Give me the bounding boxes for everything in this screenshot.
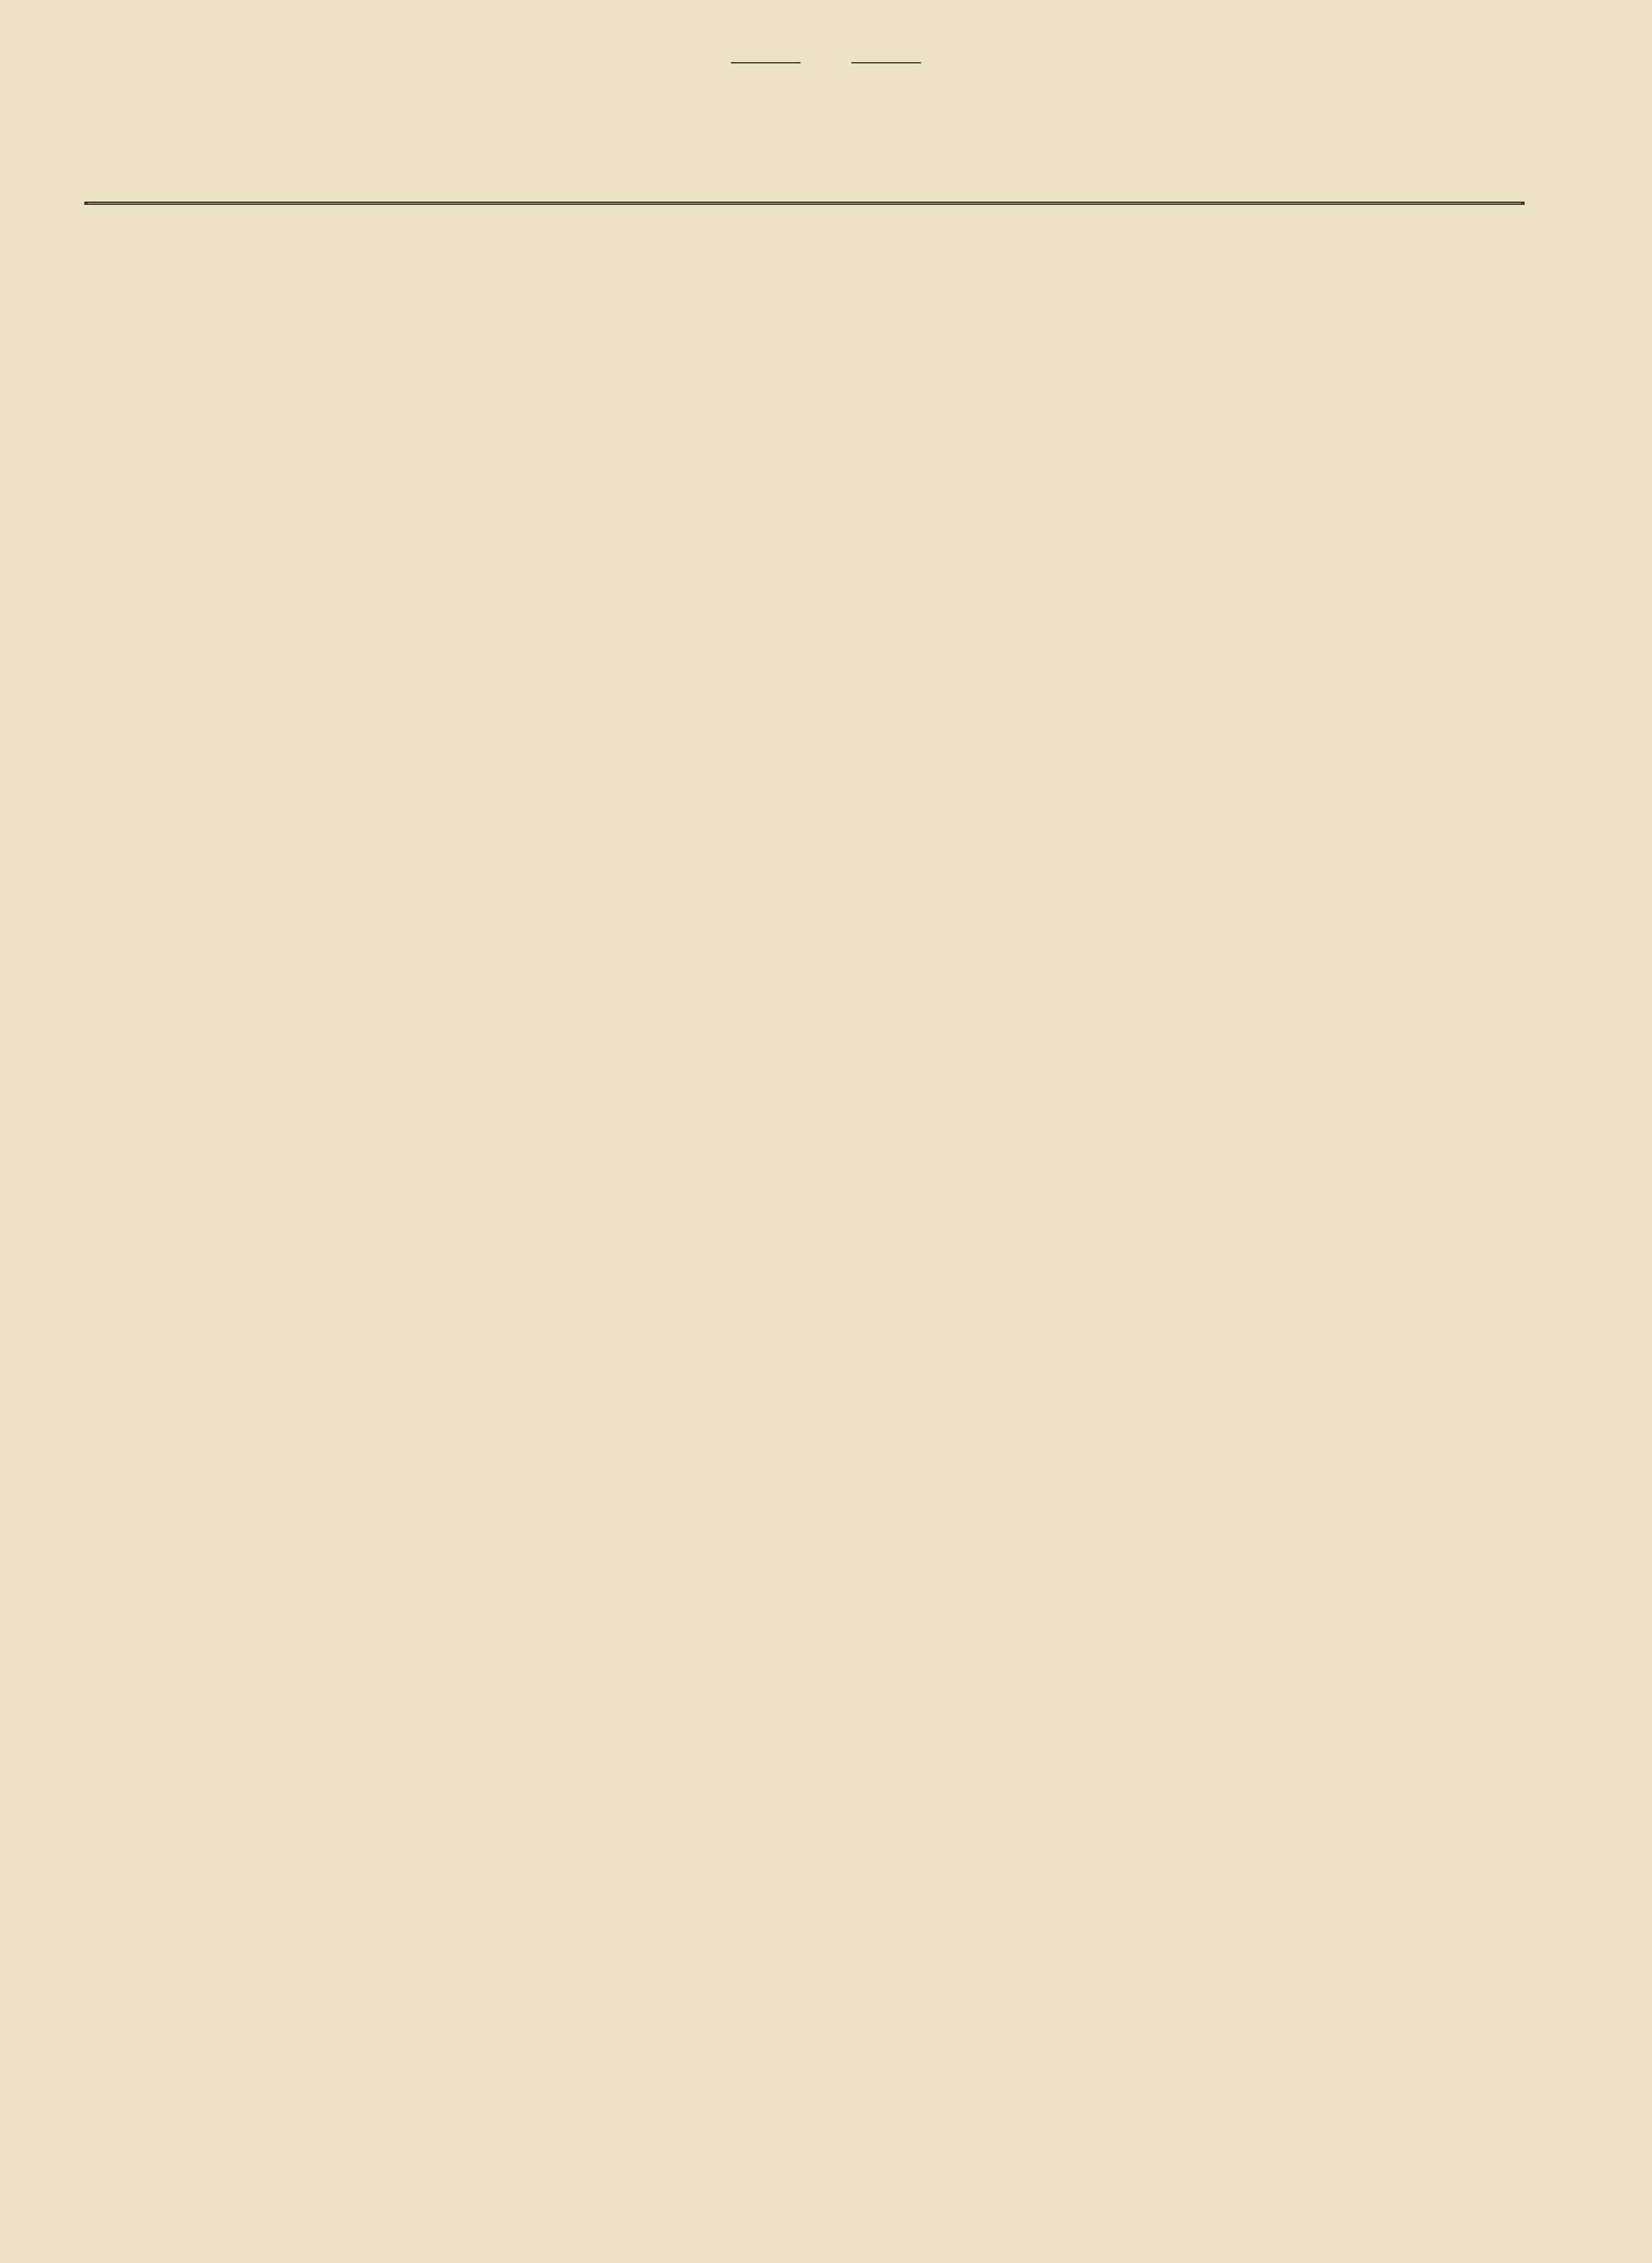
daily-duration-table: [84, 202, 1525, 205]
page-number: [0, 44, 1652, 77]
page-number-dash-left: [731, 62, 801, 63]
page-number-dash-right: [851, 62, 921, 63]
